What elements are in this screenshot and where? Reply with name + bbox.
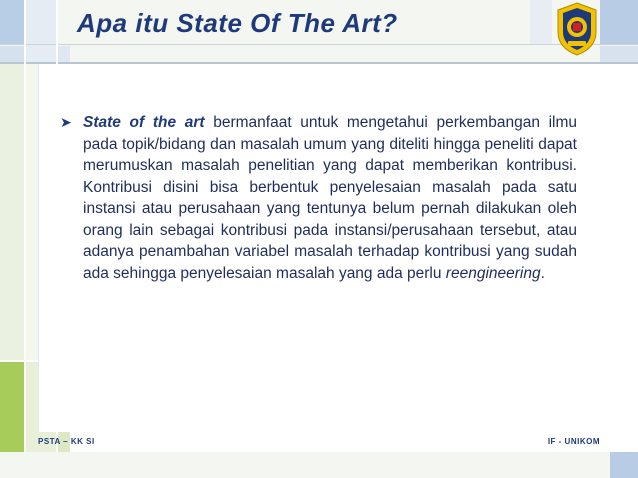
footer-right: IF - UNIKOM — [547, 437, 600, 446]
decor-square — [26, 0, 56, 62]
bullet-lead: State of the art — [83, 114, 205, 131]
bullet-arrow-icon: ➤ — [60, 114, 72, 130]
footer-band — [0, 452, 638, 478]
university-logo — [556, 2, 598, 56]
bullet-period: . — [540, 264, 545, 282]
decor-square — [530, 0, 552, 44]
decor-square — [58, 46, 70, 62]
decor-square — [0, 0, 24, 44]
bullet-text: bermanfaat untuk mengetahui perkembangan ilmu pada topik/bidang dan masalah umum yang diteliti hingga peneliti dapat merumuskan masalah penelitian yang dapat memberikan kontribusi. Kontribusi disini bisa berbentuk penyelesaian masalah pada satu instansi atau perusahaan yang tentunya belum pernah dilakukan oleh orang lain sebagai kontribusi pada instansi/perusahaan tersebut, atau adanya penambahan variabel masalah terhadap kontribusi yang sudah ada sehingga penyelesaian masalah yang ada perlu — [83, 114, 578, 282]
footer — [38, 432, 610, 452]
bullet-ending: reengineering — [445, 264, 541, 282]
footer-left: PSTA – KK SI — [38, 437, 95, 446]
header-rule — [0, 44, 638, 45]
decor-square — [600, 46, 638, 62]
decor-square — [610, 452, 638, 478]
divider — [24, 0, 26, 478]
side-strip — [0, 64, 24, 360]
decor-square — [600, 0, 638, 44]
bullet-paragraph — [83, 112, 577, 284]
slide-title: Apa itu State Of The Art? — [77, 8, 398, 38]
decor-square — [0, 46, 24, 62]
